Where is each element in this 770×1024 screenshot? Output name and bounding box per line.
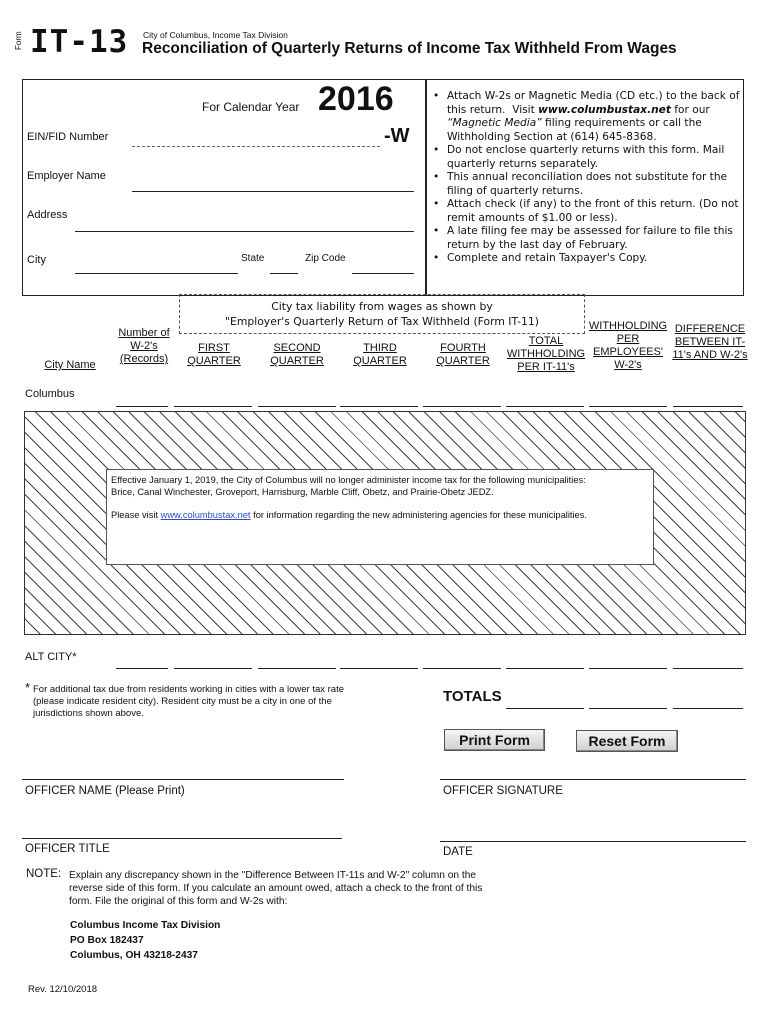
form-title: Reconciliation of Quarterly Returns of Income Tax Withheld From Wages [142,40,677,57]
alt-city-total-field[interactable] [506,668,584,669]
row-alt-city-label: ALT CITY* [25,651,77,663]
instruction-item: • This annual reconciliation does not substitute for the filing of quarterly returns. [431,171,741,198]
totals-label: TOTALS [443,688,502,705]
col-third-quarter: THIRD QUARTER [353,342,407,367]
notice-line-3-post: for information regarding the new administering agencies for these municipalities. [250,510,587,520]
print-form-button[interactable]: Print Form [444,729,545,751]
note-text: Explain any discrepancy shown in the "Difference Between IT-11s and W-2" column on the reverse side of this form. If you calculate an amount owed, attach a check to the front of this form. File the original of this form and W-2s with: [69,870,483,907]
revision-date: Rev. 12/10/2018 [28,984,98,995]
alt-city-q3-field[interactable] [340,668,418,669]
notice-line-3 [111,509,649,521]
col-first-quarter: FIRST QUARTER [187,342,241,367]
zip-label: Zip Code [305,253,346,264]
note-label: NOTE: [26,868,62,880]
columbus-q2-field[interactable] [258,406,336,407]
footnote-mark: * [25,680,31,695]
address-field[interactable] [75,231,414,232]
footnote-text: For additional tax due from residents working in cities with a lower tax rate (please indicate resident city). Resident city must be a city in one of the jurisdictions shown above. [33,684,344,719]
columbus-records-field[interactable] [116,406,168,407]
notice-line-2: Brice, Canal Winchester, Groveport, Harrisburg, Marble Cliff, Obetz, and Prairie-Obetz JEDZ. [111,487,494,497]
city-label: City [27,254,46,266]
state-label: State [241,253,265,264]
officer-title-label: OFFICER TITLE [25,843,110,855]
columbus-total-field[interactable] [506,406,584,407]
address-label: Address [27,209,68,221]
ein-field[interactable] [132,146,380,147]
col-withholding-w2: WITHHOLDING PER EMPLOYEES' W-2's [588,320,668,371]
liability-box [179,294,585,334]
state-field[interactable] [270,273,298,274]
form-suffix: -W [384,125,410,147]
row-columbus-label: Columbus [25,388,75,400]
col-records: Number of W-2's (Records) [118,327,170,365]
columbus-difference-field[interactable] [673,406,743,407]
columbus-q1-field[interactable] [174,406,252,407]
date-field[interactable] [440,841,746,842]
calendar-year: 2016 [318,80,394,118]
form-word: Form [14,31,23,50]
totals-difference-field[interactable] [673,708,743,709]
mailing-address [70,918,220,963]
employer-name-field[interactable] [132,191,414,192]
address-line-3: Columbus, OH 43218-2437 [70,950,198,961]
form-number: IT-13 [30,24,129,60]
col-difference: DIFFERENCE BETWEEN IT-11's AND W-2's [672,323,748,361]
zip-field[interactable] [352,273,414,274]
date-label: DATE [443,846,473,858]
columbus-q4-field[interactable] [423,406,501,407]
municipalities-notice [106,469,654,565]
alt-city-q2-field[interactable] [258,668,336,669]
ein-label: EIN/FID Number [27,131,109,143]
division-name: City of Columbus, Income Tax Division [143,30,288,40]
alt-city-records-field[interactable] [116,668,168,669]
columbus-w2-field[interactable] [589,406,667,407]
instructions-list [431,90,741,266]
liability-line-1: City tax liability from wages as shown by [271,300,493,313]
columbus-q3-field[interactable] [340,406,418,407]
col-second-quarter: SECOND QUARTER [270,342,324,367]
employer-name-label: Employer Name [27,170,106,182]
alt-city-q1-field[interactable] [174,668,252,669]
city-field[interactable] [75,273,238,274]
address-line-1: Columbus Income Tax Division [70,920,221,931]
col-total-withholding: TOTAL WITHHOLDING PER IT-11's [506,335,586,373]
officer-title-field[interactable] [22,838,342,839]
alt-city-q4-field[interactable] [423,668,501,669]
col-fourth-quarter: FOURTH QUARTER [436,342,490,367]
officer-name-label: OFFICER NAME (Please Print) [25,785,185,797]
totals-w2-field[interactable] [589,708,667,709]
calendar-year-label: For Calendar Year [202,100,300,114]
columbustax-link[interactable]: www.columbustax.net [160,510,251,520]
liability-line-2: "Employer's Quarterly Return of Tax Withheld (Form IT-11) [225,315,539,328]
alt-city-w2-field[interactable] [589,668,667,669]
instruction-item: • Complete and retain Taxpayer's Copy. [431,252,741,266]
notice-line-3-pre: Please visit [111,510,161,520]
officer-signature-label: OFFICER SIGNATURE [443,785,563,797]
reset-form-button[interactable]: Reset Form [576,730,678,752]
address-line-2: PO Box 182437 [70,935,144,946]
alt-city-difference-field[interactable] [673,668,743,669]
totals-total-field[interactable] [506,708,584,709]
notice-line-1: Effective January 1, 2019, the City of Columbus will no longer administer income tax for the following municipalities: [111,475,586,485]
officer-signature-field[interactable] [440,779,746,780]
instruction-item: • Attach check (if any) to the front of this return. (Do not remit amounts of $1.00 or less). [431,198,741,225]
col-city-name: City Name [44,359,96,371]
instruction-item: • Attach W-2s or Magnetic Media (CD etc.) to the back of this return. Visit www.columbustax.net for our “Magnetic Media” filing requirements or call the Withholding Section at (614) 645-8368. [431,90,741,144]
instruction-item: • A late filing fee may be assessed for failure to file this return by the last day of February. [431,225,741,252]
officer-name-field[interactable] [22,779,344,780]
instruction-item: • Do not enclose quarterly returns with this form. Mail quarterly returns separately. [431,144,741,171]
